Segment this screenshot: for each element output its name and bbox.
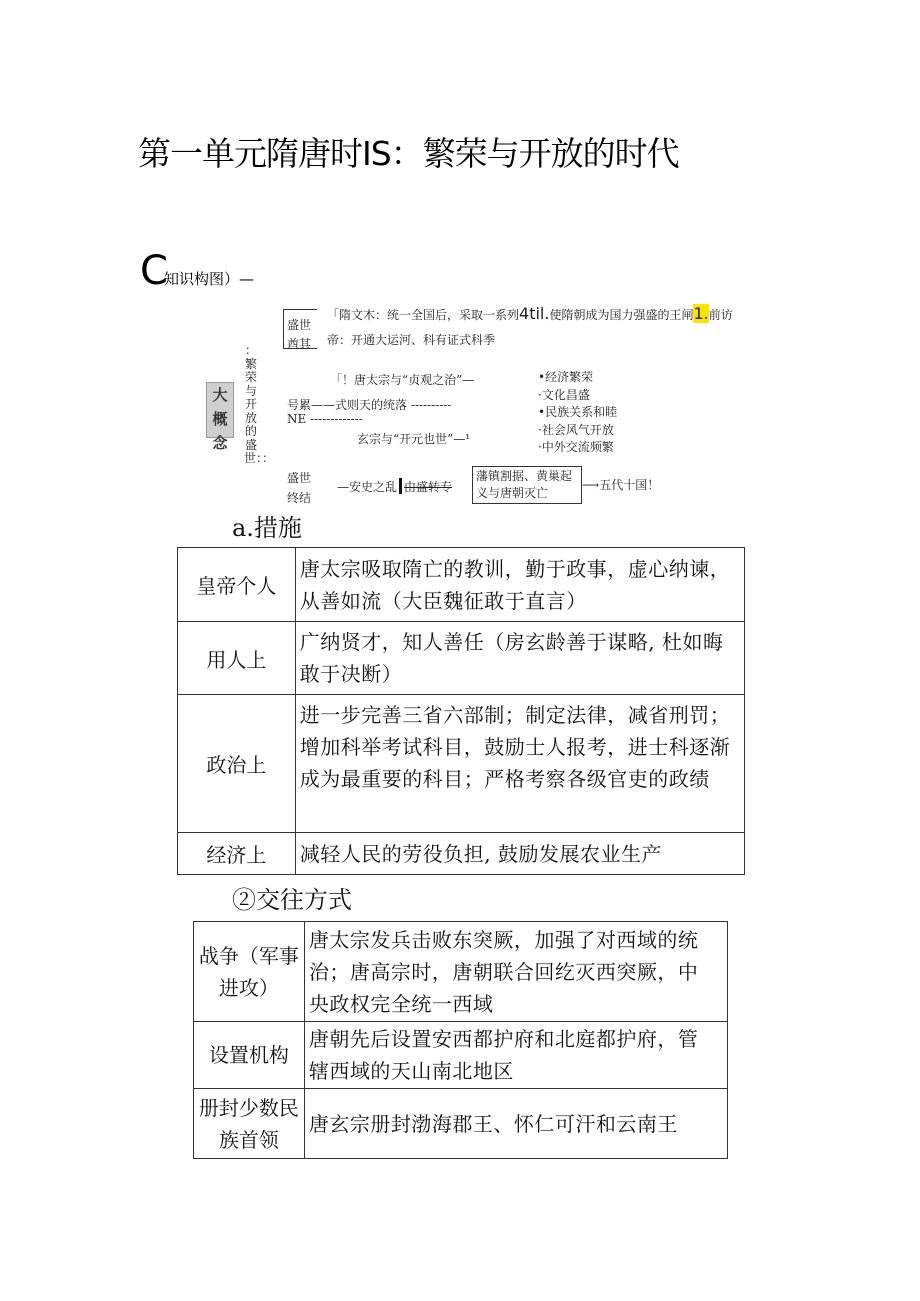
feature-item: •经济繁荣 xyxy=(538,370,594,384)
vertical-theme: ：繁荣与开放的盛世：： xyxy=(244,343,275,465)
anshi-line: —安史之乱 由盛转专 xyxy=(337,480,453,494)
feature-item: ·中外交流频繁 xyxy=(538,440,614,454)
table-row xyxy=(178,548,745,622)
stage2-label-2: 终结 xyxy=(287,491,312,505)
row-head: 设置机构 xyxy=(194,1022,305,1089)
knowledge-caption: 知识构图）— xyxy=(163,270,254,288)
ne-line: NE ------------- xyxy=(287,412,363,426)
wu-line: 号累——式则天的统落 ---------- xyxy=(287,398,452,412)
stage2-label-1: 盛世 xyxy=(287,471,312,485)
row-content: 广纳贤才，知人善任（房玄龄善于谋略, 杜如晦 敢于决断） xyxy=(295,622,744,695)
row-head: 册封少数民 族首领 xyxy=(194,1089,305,1159)
row-head: 战争（军事 进攻） xyxy=(194,922,305,1022)
row-head: 皇帝个人 xyxy=(178,548,296,622)
row-content: 减轻人民的劳役负担, 鼓励发展农业生产 xyxy=(295,833,744,875)
knowledge-letter: C xyxy=(140,248,164,294)
stage1-label-1: 盛世 xyxy=(287,318,312,332)
arrow-right-icon: ⟶ xyxy=(582,478,600,492)
big-concept-badge: 大概念 xyxy=(206,382,234,438)
feature-item: •民族关系和睦 xyxy=(538,405,618,419)
divider-bar xyxy=(399,478,402,494)
page-title: 第一单元隋唐时IS：繁荣与开放的时代 xyxy=(138,134,679,173)
xuan-line: 玄宗与“开元也世”—¹ xyxy=(357,432,471,446)
five-dynasties: ⟶五代十国！ xyxy=(582,478,660,492)
table-row xyxy=(178,833,745,875)
section2-label: ②交往方式 xyxy=(232,886,352,914)
feature-item: ·文化昌盛 xyxy=(538,387,590,402)
table-row xyxy=(194,1089,728,1159)
row-content: 唐玄宗册封渤海郡王、怀仁可汗和云南王 xyxy=(304,1089,727,1159)
table-row xyxy=(178,622,745,695)
measures-table xyxy=(177,547,745,875)
feature-item: ·社会风气开放 xyxy=(538,422,614,437)
features-list xyxy=(538,369,617,457)
row-content: 进一步完善三省六部制；制定法律，减省刑罚； 增加科举考试科目，鼓励士人报考，进士科逐渐 成为最重要的科目；严格考察各级官吏的政绩 xyxy=(295,695,744,833)
section1-label: a.措施 xyxy=(232,514,302,542)
table-row xyxy=(194,1022,728,1089)
row-head: 经济上 xyxy=(178,833,296,875)
interaction-table xyxy=(193,921,728,1159)
highlight-mark: 1. xyxy=(693,304,709,323)
stage1-label-2: 酋其 xyxy=(287,337,312,351)
row-content: 唐太宗发兵击败东突厥，加强了对西域的统 治；唐高宗时，唐朝联合回纥灭西突厥，中 央政权完全统一西域 xyxy=(304,922,727,1022)
row-content: 唐太宗吸取隋亡的教训，勤于政事，虚心纳谏， 从善如流（大臣魏征敢于直言） xyxy=(295,548,744,622)
tang-line: 「！唐太宗与“贞观之治”— xyxy=(330,373,475,387)
fall-box-text: 藩镇割据、黄巢起 义与唐朝灭亡 xyxy=(476,469,573,500)
table-row xyxy=(194,922,728,1022)
sui-line: 「隋文木：统一全国后，采取一系列4til.使隋朝成为国力强盛的王闸1.前访 xyxy=(327,304,733,323)
row-content: 唐朝先后设置安西都护府和北庭都护府，管 辖西域的天山南北地区 xyxy=(304,1022,727,1089)
table-row xyxy=(178,695,745,833)
row-head: 用人上 xyxy=(178,622,296,695)
row-head: 政治上 xyxy=(178,695,296,833)
yang-line: 帝：开通大运河、科有证式科季 xyxy=(327,333,496,347)
knowledge-graph-label xyxy=(140,248,254,294)
